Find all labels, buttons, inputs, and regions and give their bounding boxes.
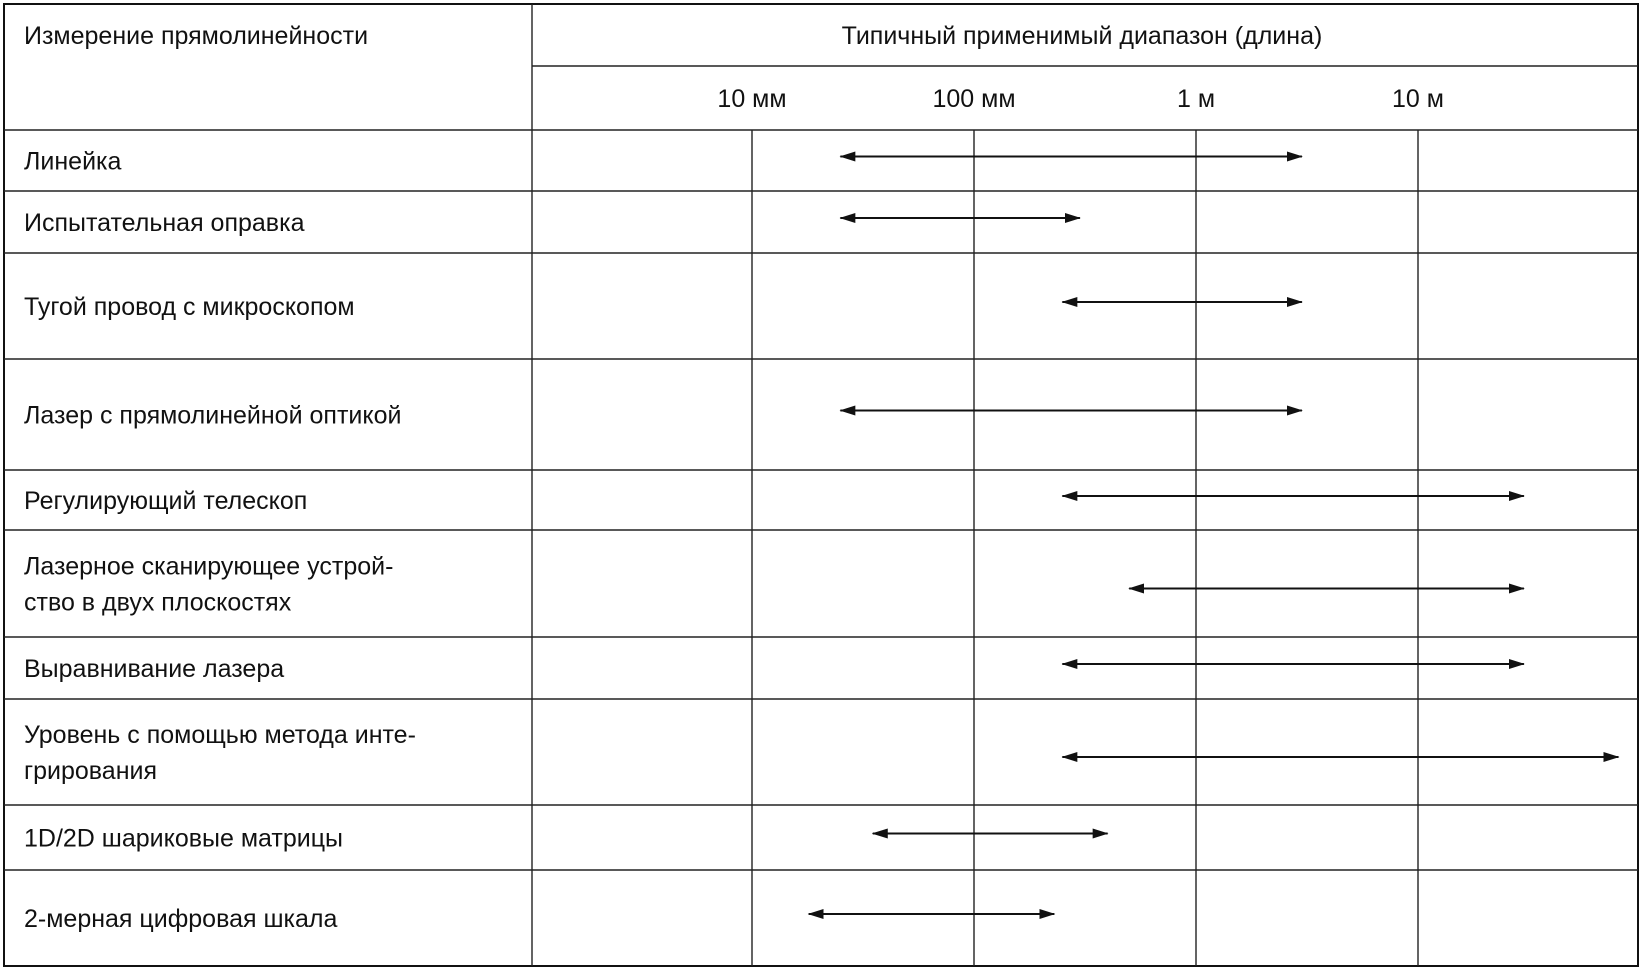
row-label: Лазер с прямолинейной оптикой [24,401,402,430]
table-row [24,655,1524,683]
table-row [24,825,1108,853]
row-label: ство в двух плоскостях [24,588,292,617]
table-rows [24,148,1618,934]
table-row [24,721,1618,785]
row-label: 1D/2D шариковые матрицы [24,824,344,853]
table-grid [4,4,1638,966]
row-label: 2-мерная цифровая шкала [24,905,338,933]
table-text [24,22,1322,50]
table-row [24,553,1524,617]
table-border [4,4,1638,966]
table-row [24,293,1302,321]
row-label: Тугой провод с микроскопом [24,293,355,321]
scale-tick-labels [717,85,1444,113]
row-label: Регулирующий телескоп [24,487,308,515]
table-row [24,905,1054,933]
row-label: грирования [24,757,158,785]
table-row [24,487,1524,515]
scale-tick-label: 100 мм [932,85,1016,113]
table-row [24,209,1080,237]
table-row [24,402,1302,430]
row-label: Выравнивание лазера [24,655,285,683]
scale-tick-label: 10 м [1392,85,1444,113]
row-label: Уровень с помощью метода инте- [24,721,416,749]
scale-tick-label: 1 м [1176,85,1216,113]
header-left-label: Измерение прямолинейности [24,22,369,50]
table-row [24,148,1302,176]
row-label: Лазерное сканирующее устрой- [24,552,394,581]
row-label: Линейка [24,147,122,176]
row-label: Испытательная оправка [24,209,305,237]
header-right-label: Типичный применимый диапазон (длина) [841,22,1323,50]
scale-tick-label: 10 мм [717,85,787,113]
